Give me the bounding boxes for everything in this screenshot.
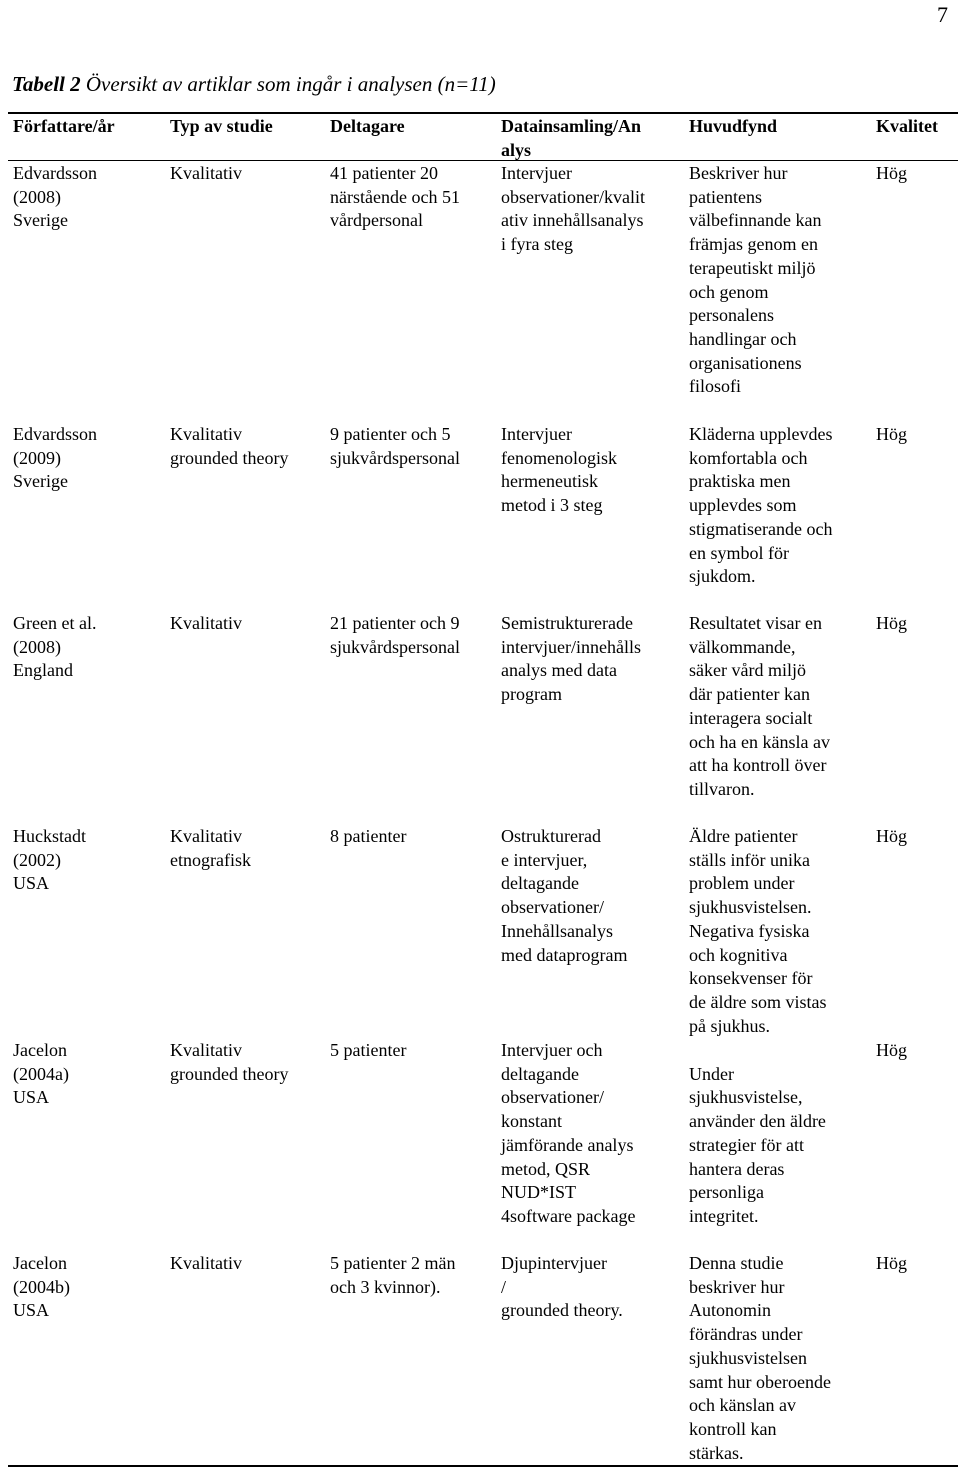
cell-data-collection: Intervjuer och deltagande observationer/ konstant jämförande analys metod, QSR NUD*IST 4software package <box>501 1040 636 1226</box>
cell-main-findings: Beskriver hur patientens välbefinnande kan främjas genom en terapeutiskt miljö och genom personalens handlingar och organisationens filosofi <box>689 163 822 397</box>
cell-main-findings: Kläderna upplevdes komfortabla och praktiska men upplevdes som stigmatiserande och en symbol för sjukdom. <box>689 424 833 587</box>
cell-study-type: Kvalitativ etnografisk <box>170 826 251 870</box>
cell-study-type: Kvalitativ <box>170 613 242 633</box>
table-top-rule <box>8 112 958 114</box>
header-data-collection: Datainsamling/An alys <box>501 116 642 160</box>
cell-participants: 5 patienter <box>330 1040 407 1060</box>
cell-author: Jacelon (2004b) USA <box>13 1253 70 1321</box>
page-number: 7 <box>937 2 948 27</box>
cell-data-collection: Intervjuer fenomenologisk hermeneutisk metod i 3 steg <box>501 424 617 516</box>
cell-data-collection: Djupintervjuer / grounded theory. <box>501 1253 623 1321</box>
cell-main-findings: Denna studie beskriver hur Autonomin förändras under sjukhusvistelsen samt hur oberoende och känslan av kontroll kan stärkas. <box>689 1253 831 1463</box>
cell-author: Green et al. (2008) England <box>13 613 97 681</box>
cell-main-findings: Äldre patienter ställs inför unika problem under sjukhusvistelsen. Negativa fysiska och kognitiva konsekvenser för de äldre som vistas på sjukhus. <box>689 826 827 1036</box>
cell-study-type: Kvalitativ <box>170 1253 242 1273</box>
cell-author: Edvardsson (2008) Sverige <box>13 163 97 231</box>
cell-data-collection: Semistrukturerade intervjuer/innehålls analys med data program <box>501 613 641 705</box>
cell-author: Huckstadt (2002) USA <box>13 826 86 894</box>
cell-study-type: Kvalitativ grounded theory <box>170 1040 289 1084</box>
cell-main-findings: Resultatet visar en välkommande, säker vård miljö där patienter kan interagera socialt och ha en känsla av att ha kontroll över tillvaron. <box>689 613 830 799</box>
cell-participants: 21 patienter och 9 sjukvårdspersonal <box>330 613 460 657</box>
cell-study-type: Kvalitativ grounded theory <box>170 424 289 468</box>
cell-author: Edvardsson (2009) Sverige <box>13 424 97 492</box>
cell-quality: Hög <box>876 424 907 444</box>
cell-quality: Hög <box>876 613 907 633</box>
cell-data-collection: Ostrukturerad e intervjuer, deltagande observationer/ Innehållsanalys med dataprogram <box>501 826 628 965</box>
table-caption-text: Översikt av artiklar som ingår i analysen (n=11) <box>80 72 496 96</box>
header-main-findings: Huvudfynd <box>689 116 778 136</box>
cell-participants: 9 patienter och 5 sjukvårdspersonal <box>330 424 460 468</box>
cell-quality: Hög <box>876 1040 907 1060</box>
header-authors-year: Författare/år <box>13 116 115 136</box>
cell-study-type: Kvalitativ <box>170 163 242 183</box>
cell-participants: 5 patienter 2 män och 3 kvinnor). <box>330 1253 456 1297</box>
cell-participants: 41 patienter 20 närstående och 51 vårdpersonal <box>330 163 460 231</box>
header-quality: Kvalitet <box>876 116 938 136</box>
table-header-rule <box>8 160 958 161</box>
header-study-type: Typ av studie <box>170 116 273 136</box>
cell-participants: 8 patienter <box>330 826 407 846</box>
table-caption <box>12 70 496 98</box>
cell-quality: Hög <box>876 826 907 846</box>
table-caption-label: Tabell 2 <box>12 72 81 96</box>
cell-data-collection: Intervjuer observationer/kvalit ativ innehållsanalys i fyra steg <box>501 163 645 255</box>
cell-author: Jacelon (2004a) USA <box>13 1040 69 1108</box>
header-participants: Deltagare <box>330 116 405 136</box>
cell-quality: Hög <box>876 1253 907 1273</box>
cell-main-findings: Under sjukhusvistelse, använder den äldre strategier för att hantera deras personliga integritet. <box>689 1063 826 1226</box>
cell-quality: Hög <box>876 163 907 183</box>
